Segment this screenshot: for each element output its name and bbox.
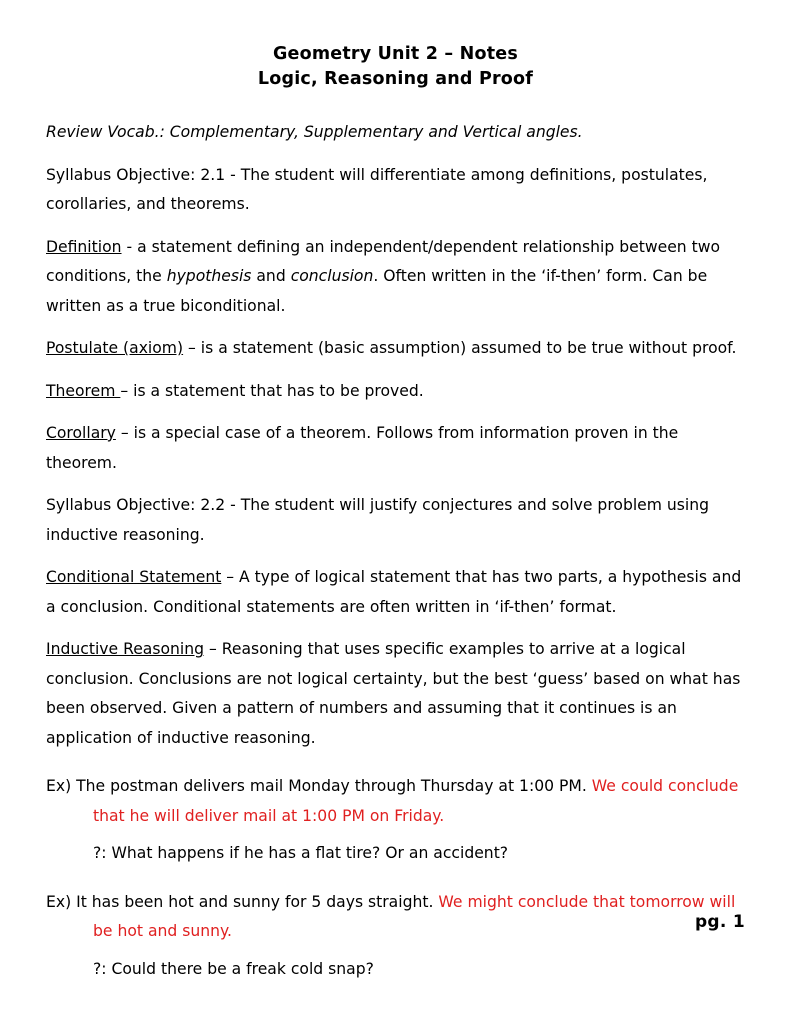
term-corollary (46, 419, 745, 478)
term-theorem-label: Theorem (46, 381, 121, 400)
term-inductive-reasoning-label: Inductive Reasoning (46, 640, 205, 658)
spacer (46, 622, 745, 635)
spacer (46, 478, 745, 491)
example-2-question: ?: Could there be a freak cold snap? (93, 959, 374, 978)
document-body (0, 92, 791, 984)
spacer (46, 92, 745, 118)
term-definition-label: Definition (46, 237, 122, 256)
example-2-premise: It has been hot and sunny for 5 days straight. (71, 892, 439, 911)
term-inductive-reasoning (46, 635, 745, 753)
term-conditional-statement (46, 563, 745, 622)
term-theorem (46, 377, 745, 407)
spacer (46, 947, 745, 955)
spacer (46, 406, 745, 419)
spacer (46, 831, 745, 839)
term-theorem-body: is a statement that has to be proved. (133, 381, 424, 400)
term-corollary-label: Corollary (46, 424, 116, 442)
page-title-line-1: Geometry Unit 2 – Notes (272, 44, 518, 64)
example-2-label: Ex) (46, 892, 72, 911)
example-2-conclusion: We might conclude that tomorrow will be hot and sunny. (93, 892, 736, 940)
spacer (46, 753, 745, 772)
term-definition (46, 233, 745, 322)
term-definition-body-2: and (251, 267, 291, 285)
term-postulate-dash: – (183, 339, 201, 357)
term-inductive-reasoning-body: Reasoning that uses specific examples to arrive at a logical conclusion. Conclusions are not logical certainty, but the best ‘guess’ based on what has been observed. Given a pattern of numbers and assuming that it continues is an application of inductive reasoning. (46, 640, 741, 747)
term-inductive-reasoning-dash: – (204, 640, 222, 658)
term-definition-conclusion: conclusion (290, 267, 374, 285)
term-definition-hypothesis: hypothesis (166, 267, 252, 285)
review-vocab-line: Review Vocab.: Complementary, Supplementary and Vertical angles. (46, 123, 583, 141)
term-definition-body-3: . Often written in the ‘if-then’ form. Can be written as a true biconditional. (46, 267, 708, 315)
page-title-line-2: Logic, Reasoning and Proof (257, 69, 534, 89)
example-1-premise: The postman delivers mail Monday through Thursday at 1:00 PM. (71, 777, 592, 795)
title-block (0, 0, 791, 92)
term-conditional-statement-dash: – (221, 568, 240, 586)
spacer (46, 869, 745, 888)
example-2 (46, 888, 745, 947)
term-definition-dash: - (121, 237, 138, 256)
spacer (46, 220, 745, 233)
term-conditional-statement-label: Conditional Statement (46, 568, 222, 586)
spacer (46, 321, 745, 334)
term-corollary-body: is a special case of a theorem. Follows from information proven in the theorem. (46, 424, 679, 472)
page-number-footer: pg. 1 (694, 912, 745, 932)
example-1-conclusion: We could conclude that he will deliver mail at 1:00 PM on Friday. (93, 777, 739, 825)
example-1-question: ?: What happens if he has a flat tire? Or an accident? (93, 844, 509, 862)
term-postulate-label: Postulate (axiom) (46, 339, 184, 357)
spacer (46, 550, 745, 563)
term-postulate (46, 334, 745, 364)
objective-2-1-heading: Syllabus Objective: 2.1 - The student will differentiate among definitions, postulates, corollaries, and theorems. (46, 165, 708, 213)
term-corollary-dash: – (115, 424, 134, 442)
term-postulate-body: is a statement (basic assumption) assumed to be true without proof. (200, 339, 737, 357)
term-conditional-statement-body: A type of logical statement that has two parts, a hypothesis and a conclusion. Conditional statements are often written in ‘if-then’ format. (46, 568, 742, 616)
example-1 (46, 772, 745, 831)
objective-2-2-heading: Syllabus Objective: 2.2 - The student will justify conjectures and solve problem using inductive reasoning. (46, 496, 710, 544)
spacer (46, 148, 745, 161)
spacer (46, 364, 745, 377)
term-theorem-dash: – (120, 381, 134, 400)
example-1-label: Ex) (46, 777, 72, 795)
term-definition-body-1: a statement defining an independent/dependent relationship between two conditions, the (46, 237, 721, 285)
